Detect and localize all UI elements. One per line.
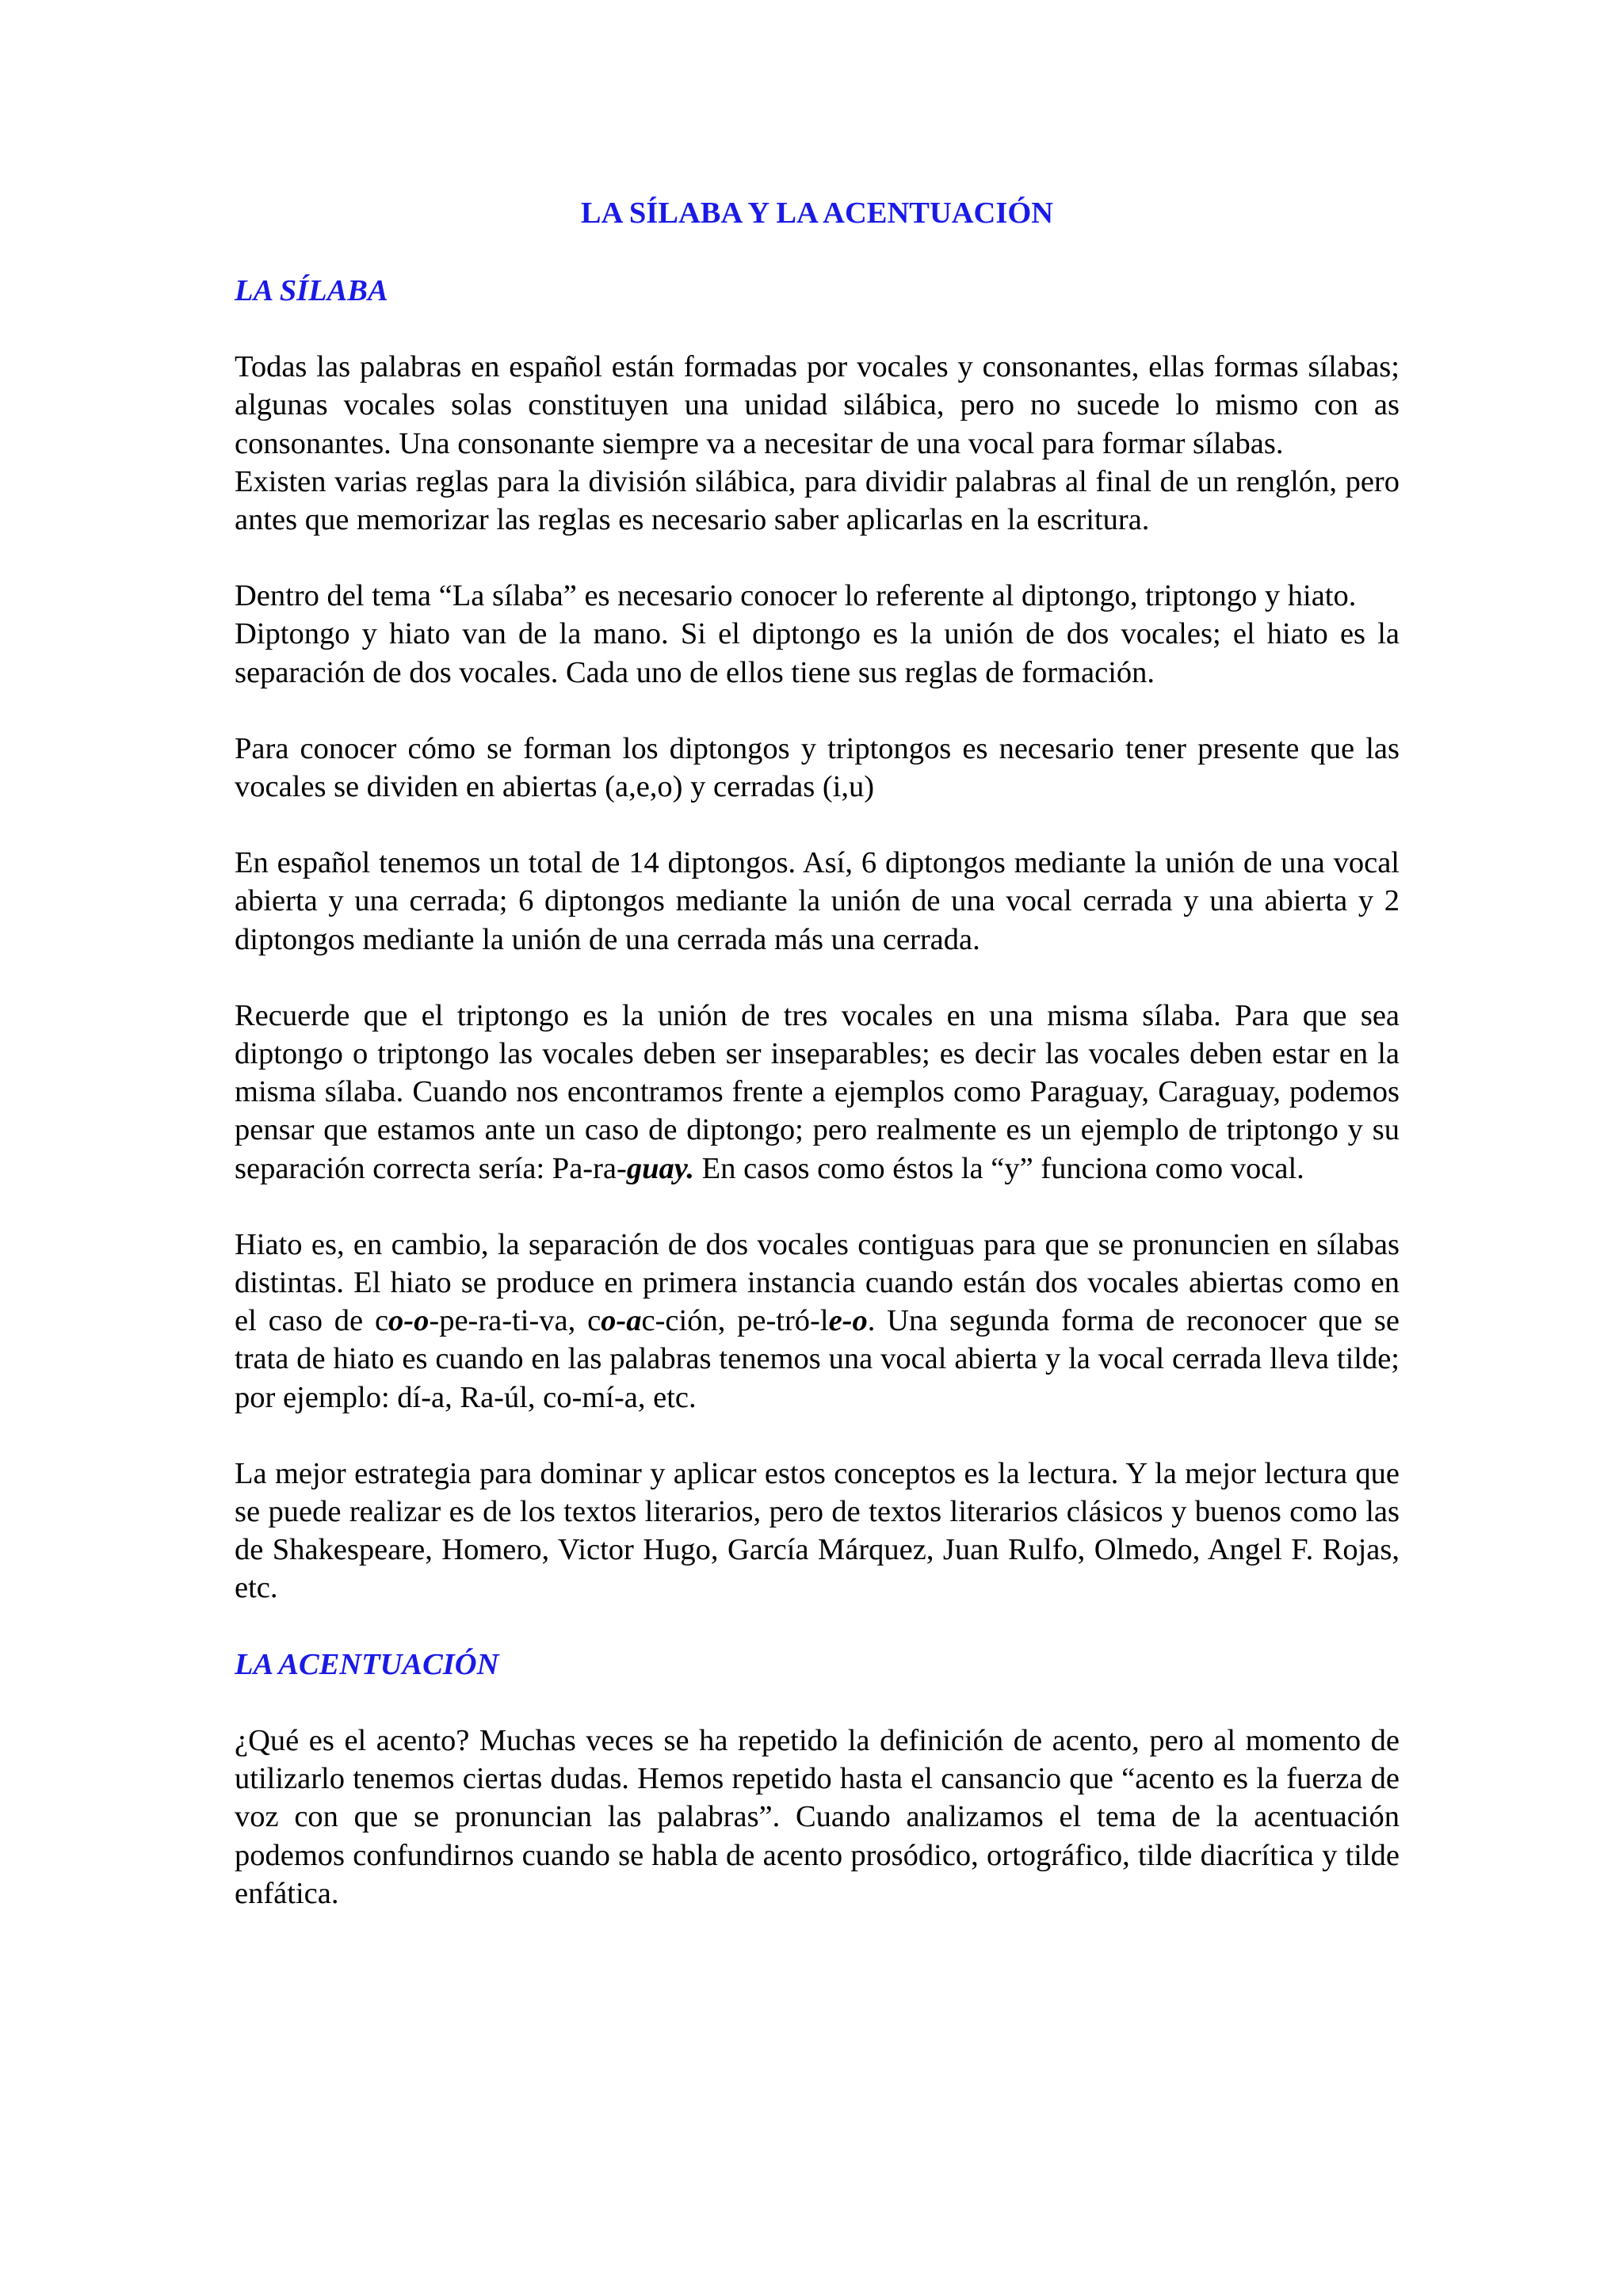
paragraph-silaba-6: En español tenemos un total de 14 diptongos. Así, 6 diptongos mediante la unión de una vocal abierta y una cerrada; 6 diptongos mediante la unión de una vocal cerrada y una abierta y 2 diptongos mediante la unión de una cerrada más una cerrada. bbox=[235, 846, 1400, 956]
paragraph-silaba-9: La mejor estrategia para dominar y aplicar estos conceptos es la lectura. Y la mejor lectura que se puede realizar es de los textos literarios, pero de textos literarios clásicos y buenos como las de Shakespeare, Homero, Victor Hugo, García Márquez, Juan Rulfo, Olmedo, Angel F. Rojas, etc. bbox=[235, 1456, 1400, 1605]
paragraph-silaba-3: Dentro del tema “La sílaba” es necesario conocer lo referente al diptongo, triptongo y hiato. bbox=[235, 579, 1357, 613]
paragraph-silaba-7-text-a: Recuerde que el triptongo es la unión de tres vocales en una misma sílaba. Para que sea diptongo o triptongo las vocales deben ser inseparables; es decir las vocales deben estar en la misma sílaba. Cuando nos encontramos frente a ejemplos como Paraguay, Caraguay, podemos pensar que estamos ante un caso de diptongo; pero realmente es un ejemplo de triptongo y su separación correcta sería: Pa-ra- bbox=[235, 998, 1400, 1185]
document-title: LA SÍLABA Y LA ACENTUACIÓN bbox=[580, 196, 1054, 230]
paragraph-silaba-7 bbox=[235, 997, 1400, 1188]
paragraph-silaba-8-emphasis-1: o-o bbox=[388, 1304, 430, 1338]
paragraph-silaba-8-emphasis-3: e-o bbox=[828, 1304, 868, 1338]
section-heading-acentuacion: LA ACENTUACIÓN bbox=[235, 1647, 499, 1681]
paragraph-acentuacion-1: ¿Qué es el acento? Muchas veces se ha repetido la definición de acento, pero al momento de utilizarlo tenemos ciertas dudas. Hemos repetido hasta el cansancio que “acento es la fuerza de voz con que se pronuncian las palabras”. Cuando analizamos el tema de la acentuación podemos confundirnos cuando se habla de acento prosódico, ortográfico, tilde diacrítica y tilde enfática. bbox=[235, 1723, 1400, 1910]
paragraph-silaba-8-text-c: -pe-ra-ti-va, c bbox=[429, 1304, 601, 1338]
paragraph-silaba-8-text-e: c-ción, pe-tró-l bbox=[641, 1304, 829, 1338]
paragraph-silaba-8-text-g: . Una segunda forma de reconocer que se trata de hiato es cuando en las palabras tenemos una vocal abierta y la vocal cerrada lleva tilde; por ejemplo: dí-a, Ra-úl, co-mí-a, etc. bbox=[235, 1304, 1400, 1414]
paragraph-silaba-2: Existen varias reglas para la división silábica, para dividir palabras al final de un renglón, pero antes que memorizar las reglas es necesario saber aplicarlas en la escritura. bbox=[235, 464, 1400, 537]
section-heading-silaba: LA SÍLABA bbox=[235, 274, 388, 307]
paragraph-silaba-4: Diptongo y hiato van de la mano. Si el diptongo es la unión de dos vocales; el hiato es la separación de dos vocales. Cada uno de ellos tiene sus reglas de formación. bbox=[235, 617, 1400, 689]
paragraph-silaba-7-emphasis: guay. bbox=[626, 1151, 695, 1185]
document-page bbox=[235, 194, 1400, 1913]
paragraph-silaba-8 bbox=[235, 1226, 1400, 1417]
paragraph-silaba-1: Todas las palabras en español están formadas por vocales y consonantes, ellas formas sílabas; algunas vocales solas constituyen una unidad silábica, pero no sucede lo mismo con as consonantes. Una consonante siempre va a necesitar de una vocal para formar sílabas. bbox=[235, 350, 1400, 460]
paragraph-silaba-7-text-c: En casos como éstos la “y” funciona como vocal. bbox=[694, 1151, 1304, 1185]
paragraph-silaba-5: Para conocer cómo se forman los diptongos y triptongos es necesario tener presente que las vocales se dividen en abiertas (a,e,o) y cerradas (i,u) bbox=[235, 731, 1400, 804]
paragraph-silaba-8-emphasis-2: o-a bbox=[601, 1304, 642, 1338]
paragraph-silaba-8-text-a: Hiato es, en cambio, la separación de dos vocales contiguas para que se pronuncien en sílabas distintas. El hiato se produce en primera instancia cuando están dos vocales abiertas como en el caso de c bbox=[235, 1227, 1400, 1338]
